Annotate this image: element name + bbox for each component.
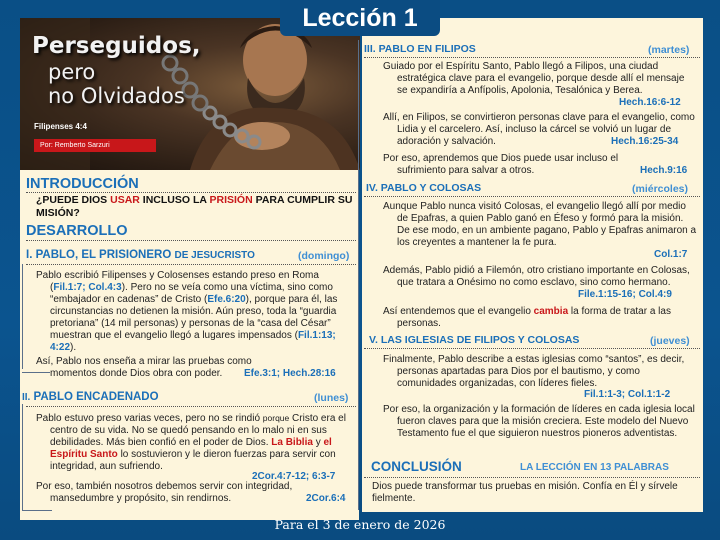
section3-paragraph1: Guiado por el Espíritu Santo, Pablo llegó a Filipos, una ciudad estratégica clave para el evangelio, porque desde allí el mensaje se expandiría a Anfípolis, Apolonia, Tesalónica y Berea.	[383, 61, 685, 96]
section4-paragraph1-ref: Col.1:7	[654, 249, 688, 260]
section2-paragraph1-ref: 2Cor.4:7-12; 6:3-7	[252, 471, 336, 482]
section3-paragraph3: Por eso, aprendemos que Dios puede usar incluso el sufrimiento para salvar a otros.	[383, 153, 619, 176]
divider	[26, 192, 356, 193]
section2-heading	[22, 391, 159, 403]
conclusion-heading: CONCLUSIÓN	[371, 459, 462, 474]
section2-heading-main: PABLO ENCADENADO	[33, 391, 159, 403]
section1-paragraph2: Así, Pablo nos enseña a mirar las pruebas como momentos donde Dios obra con poder.	[36, 356, 252, 379]
section2-day: (lunes)	[314, 392, 349, 404]
divider	[364, 348, 700, 349]
hero-verse: Filipenses 4:4	[34, 122, 87, 131]
s1p1-ref3: Fil.1:13; 4:22	[50, 330, 336, 353]
section1-paragraph2-ref: Efe.3:1; Hech.28:16	[244, 368, 336, 379]
section3-day: (martes)	[648, 44, 690, 56]
divider	[26, 264, 356, 265]
section5-paragraph2: Por eso, la organización y la formación de líderes en cada iglesia local fueron claves para que la misión creciera. Este modelo del Nuevo Testamento fue el que siguieron nuestros pioneros adventistas.	[383, 404, 695, 439]
section3-heading: III. PABLO EN FILIPOS	[364, 43, 476, 55]
author-badge: Por: Remberto Sarzuri	[34, 139, 156, 152]
section1-heading-small: DE JESUCRISTO	[174, 250, 255, 261]
s2p1-red1: La Biblia	[271, 437, 313, 448]
s1p1-d: ).	[70, 342, 77, 353]
section2-paragraph2-ref: 2Cor.6:4	[306, 493, 346, 504]
section4-heading: IV. PABLO Y COLOSAS	[366, 182, 482, 194]
s2p1-c: y	[312, 437, 324, 448]
section2-paragraph1	[36, 412, 356, 473]
divider	[364, 196, 700, 197]
intro-question	[36, 194, 354, 220]
s2p1-red2: el Espíritu Santo	[50, 437, 332, 460]
lesson-title: Lección 1	[280, 0, 440, 36]
intro-question-part2: INCLUSO LA	[139, 194, 210, 206]
s4p3-b: la forma de tratar a las personas.	[397, 306, 671, 329]
section2-paragraph2: Por eso, también nosotros debemos servir con integridad, mansedumbre y propósito, sin rendirnos.	[36, 481, 293, 504]
conclusion-label: LA LECCIÓN EN 13 PALABRAS	[520, 462, 669, 473]
section1-heading	[26, 249, 255, 261]
section3-paragraph2-ref: Hech.16:25-34	[611, 136, 679, 147]
connector-line	[22, 510, 52, 511]
s4p3-a: Así entendemos que el evangelio	[383, 306, 534, 317]
s1p1-c: ), porque para él, las circunstancias no detienen la misión. Aún preso, toda la “guardia pretoriana” (14 mil personas) y personas de la “casa del César” muestran que el evangelio llegó a lugares impensados (	[50, 294, 338, 341]
intro-question-usar: USAR	[110, 194, 140, 206]
section1-heading-main: I. PABLO, EL PRISIONERO	[26, 249, 172, 261]
section1-day: (domingo)	[298, 250, 350, 262]
section4-paragraph1: Aunque Pablo nunca visitó Colosas, el evangelio llegó allí por medio de Epafras, a quien Pablo ganó en Éfeso y formó para la misión. De ese modo, en un ambiente pagano, Pablo y Epafras animaron a los creyentes a mantener la fe pura.	[383, 201, 697, 248]
s2p1-d: lo sostuvieron y le dieron fuerzas para servir con integridad, aun sufriendo.	[50, 449, 336, 472]
section5-heading: V. LAS IGLESIAS DE FILIPOS Y COLOSAS	[369, 334, 580, 346]
s1p1-ref1: Fil.1:7; Col.4:3	[53, 282, 122, 293]
hero-title	[32, 32, 201, 108]
conclusion-text: Dios puede transformar tus pruebas en misión. Confía en Él y sírvele fielmente.	[372, 481, 678, 504]
intro-heading: INTRODUCCIÓN	[26, 176, 139, 192]
intro-question-prision: PRISIÓN	[209, 194, 253, 206]
divider	[26, 240, 356, 241]
divider	[26, 406, 356, 407]
intro-question-part1: ¿PUEDE DIOS	[36, 194, 111, 206]
divider	[364, 57, 700, 58]
s2p1-small: porque	[262, 413, 290, 423]
s1p1-ref2: Efe.6:20	[207, 294, 246, 305]
section4-paragraph3	[383, 306, 697, 330]
section1-paragraph1	[36, 270, 354, 354]
connector-line	[22, 404, 23, 510]
desarrollo-heading: DESARROLLO	[26, 223, 128, 239]
s1p1-b: ). Pero no se veía como una víctima, sino como “embajador en cadenas” de Cristo (	[50, 282, 333, 305]
section3-paragraph2: Allí, en Filipos, se convirtieron personas clave para el evangelio, como Lidia y el carcelero. Así, incluso la cárcel se volvió un lugar de adoración y salvación.	[383, 112, 695, 147]
connector-line	[358, 40, 359, 510]
connector-line	[22, 264, 23, 369]
s2p1-b: Cristo era el centro de su vida. No se quedó pensando en lo malo ni en sus debilidades. Más bien confió en el poder de Dios.	[50, 413, 346, 448]
section4-paragraph2: Además, Pablo pidió a Filemón, otro cristiano importante en Colosas, que tratara a Onésimo no como esclavo, sino como hermano.	[383, 265, 690, 288]
section5-paragraph1: Finalmente, Pablo describe a estas iglesias como “santos”, es decir, personas apartadas para Dios por el bautismo, y como comunidades organizadas, con líderes fieles.	[383, 354, 685, 389]
section5-paragraph1-ref: Fil.1:1-3; Col.1:1-2	[584, 389, 671, 400]
hero-title-line2: pero	[48, 60, 96, 84]
hero-title-line1: Perseguidos,	[32, 33, 201, 59]
s4p3-red: cambia	[533, 306, 569, 317]
s1p1-a: Pablo escribió Filipenses y Colosenses estando preso en Roma (	[36, 270, 319, 293]
section3-paragraph3-ref: Hech.9:16	[640, 165, 688, 176]
hero-image	[20, 18, 360, 170]
section3-paragraph1-ref: Hech.16:6-12	[619, 97, 681, 108]
hero-title-line3: no Olvidados	[48, 84, 185, 108]
section4-paragraph2-ref: File.1:15-16; Col.4:9	[578, 289, 672, 300]
section2-heading-prefix: II.	[22, 392, 31, 403]
section4-day: (miércoles)	[632, 183, 689, 195]
footer-date: Para el 3 de enero de 2026	[274, 517, 446, 532]
intro-question-part3: PARA CUMPLIR SU MISIÓN?	[36, 194, 353, 219]
divider	[364, 477, 700, 478]
section5-day: (jueves)	[650, 335, 690, 347]
s2p1-a: Pablo estuvo preso varias veces, pero no se rindió	[36, 413, 263, 424]
